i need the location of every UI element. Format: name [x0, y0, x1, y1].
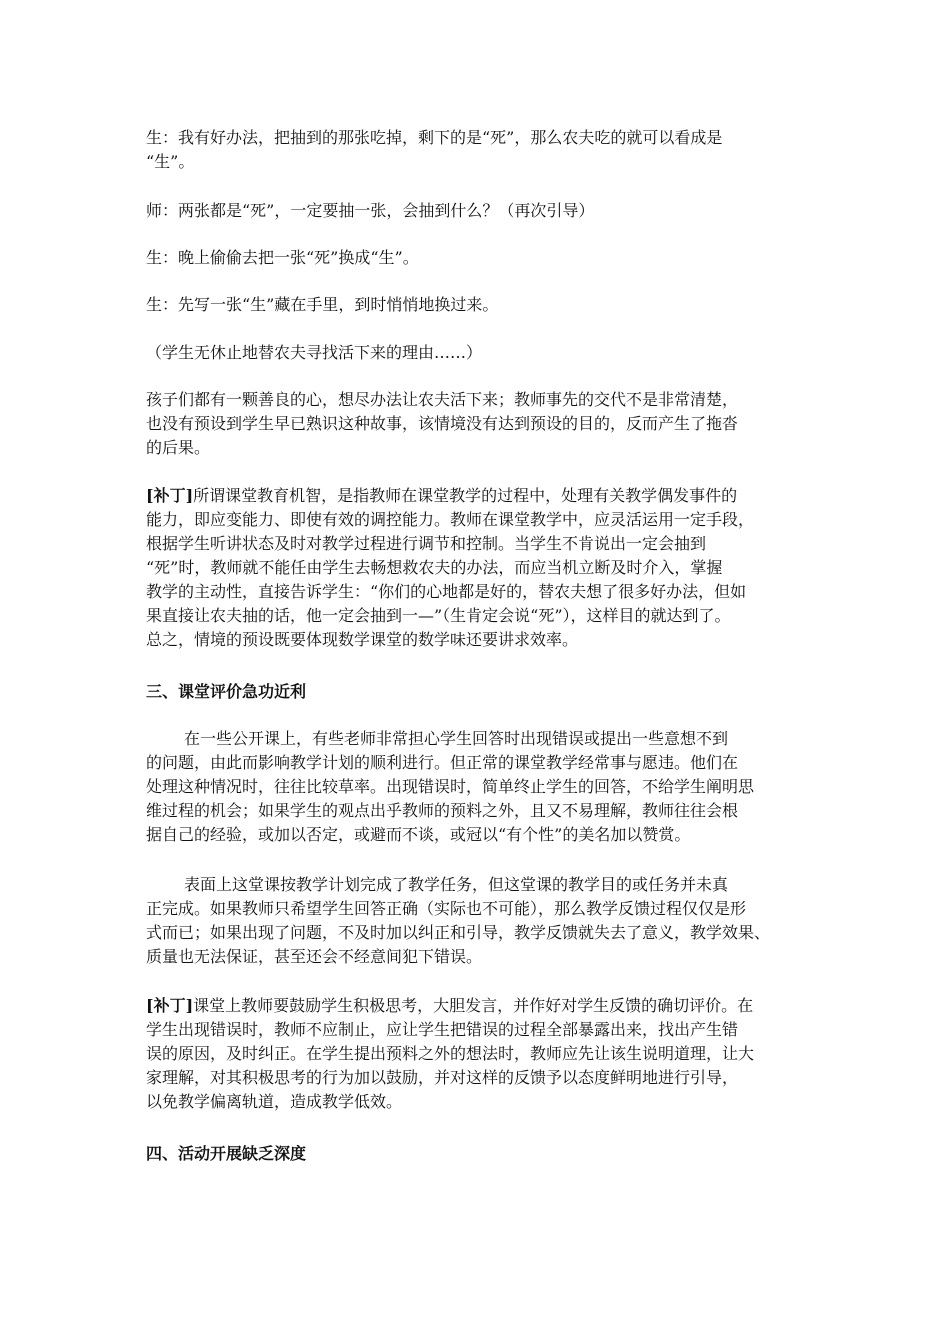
text-line: 据自己的经验，或加以否定，或避而不谈，或冠以“有个性”的美名加以赞赏。	[146, 825, 691, 844]
dialogue-5	[146, 341, 826, 365]
text-line: “死”时，教师就不能任由学生去畅想救农夫的办法，而应当机立断及时介入，掌握	[146, 558, 723, 577]
text-line: 的后果。	[146, 438, 211, 457]
text-line: 表面上这堂课按教学计划完成了教学任务，但这堂课的教学目的或任务并未真	[184, 875, 729, 894]
text-line: 误的原因，及时纠正。在学生提出预料之外的想法时，教师应先让该生说明道理，让大	[146, 1044, 755, 1063]
text-line: 所谓课堂教育机智，是指教师在课堂教学的过程中，处理有关教学偶发事件的	[193, 486, 738, 505]
text-line: 维过程的机会；如果学生的观点出乎教师的预料之外，且又不易理解，教师往往会根	[146, 801, 739, 820]
dialogue-1	[146, 126, 826, 174]
text-line: 在一些公开课上，有些老师非常担心学生回答时出现错误或提出一些意想不到	[184, 729, 729, 748]
paragraph-children	[146, 388, 826, 460]
dialogue-3	[146, 246, 826, 270]
text-line: “生”。	[146, 152, 195, 171]
text-line: 生：先写一张“生”藏在手里，到时悄悄地换过来。	[146, 295, 499, 314]
text-line: 质量也无法保证，甚至还会不经意间犯下错误。	[146, 947, 483, 966]
text-line: 果直接让农夫抽的话，他一定会抽到一—”（生肯定会说“死”），这样目的就达到了。	[146, 606, 731, 625]
text-line: 能力，即应变能力、即使有效的调控能力。教师在课堂教学中，应灵活运用一定手段，	[146, 510, 755, 529]
patch-paragraph-1	[146, 484, 826, 652]
section-heading-3: 三、课堂评价急功近利	[146, 682, 307, 701]
text-line: 总之，情境的预设既要体现数学课堂的数学味还要讲求效率。	[146, 630, 579, 649]
text-line: 孩子们都有一颗善良的心，想尽办法让农夫活下来；教师事先的交代不是非常清楚，	[146, 390, 739, 409]
text-line: 师：两张都是“死”，一定要抽一张，会抽到什么？（再次引导）	[146, 201, 595, 220]
text-line: 式而已；如果出现了问题，不及时加以纠正和引导，教学反馈就失去了意义，教学效果、	[146, 923, 771, 942]
text-line: 也没有预设到学生早已熟识这种故事，该情境没有达到预设的目的，反而产生了拖沓	[146, 414, 739, 433]
text-line: 生：晚上偷偷去把一张“死”换成“生”。	[146, 248, 419, 267]
text-line: 处理这种情况时，往往比较草率。出现错误时，简单终止学生的回答，不给学生阐明思	[146, 777, 755, 796]
text-line: 课堂上教师要鼓励学生积极思考，大胆发言，并作好对学生反馈的确切评价。在	[193, 996, 754, 1015]
patch-paragraph-2	[146, 994, 826, 1114]
text-line: 的问题，由此而影响教学计划的顺利进行。但正常的课堂教学经常事与愿违。他们在	[146, 753, 739, 772]
text-line: 根据学生听讲状态及时对教学过程进行调节和控制。当学生不肯说出一定会抽到	[146, 534, 707, 553]
patch-tag: [补丁]	[146, 486, 194, 505]
text-line: 家理解，对其积极思考的行为加以鼓励，并对这样的反馈予以态度鲜明地进行引导，	[146, 1068, 739, 1087]
dialogue-2	[146, 199, 826, 223]
text-line: 教学的主动性，直接告诉学生：“你们的心地都是好的，替农夫想了很多好办法，但如	[146, 582, 747, 601]
text-line: 以免教学偏离轨道，造成教学低效。	[146, 1092, 403, 1111]
paragraph-3b	[146, 873, 826, 969]
text-line: 生：我有好办法，把抽到的那张吃掉，剩下的是“死”，那么农夫吃的就可以看成是	[146, 128, 723, 147]
dialogue-4	[146, 293, 826, 317]
patch-tag: [补丁]	[146, 996, 194, 1015]
text-line: （学生无休止地替农夫寻找活下来的理由……）	[146, 343, 483, 362]
paragraph-3a	[146, 727, 826, 847]
text-line: 学生出现错误时，教师不应制止，应让学生把错误的过程全部暴露出来，找出产生错	[146, 1020, 739, 1039]
section-heading-4: 四、活动开展缺乏深度	[146, 1144, 307, 1163]
text-line: 正完成。如果教师只希望学生回答正确（实际也不可能），那么教学反馈过程仅仅是形	[146, 899, 747, 918]
